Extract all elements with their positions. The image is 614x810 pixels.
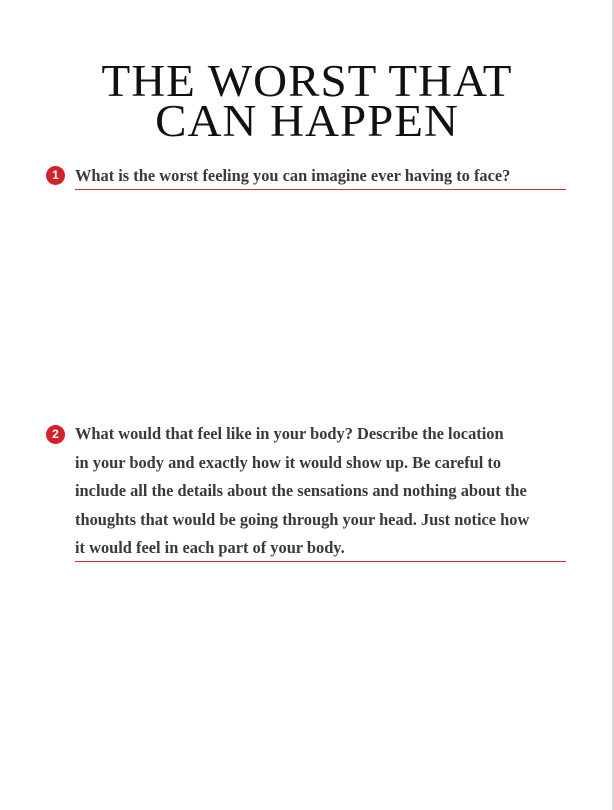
- question-text-line: in your body and exactly how it would show up. Be careful to: [75, 452, 502, 472]
- question-number-badge: 2: [46, 425, 65, 444]
- answer-line: [75, 561, 566, 562]
- answer-line: [75, 189, 566, 190]
- question-text-line: include all the details about the sensations and nothing about the: [75, 481, 527, 500]
- question-text-line: thoughts that would be going through your head. Just notice how: [75, 509, 530, 529]
- title-line-2: CAN HAPPEN: [155, 96, 459, 148]
- question-text-line: What would that feel like in your body? Describe the location: [75, 424, 504, 443]
- question-number-badge: 1: [46, 166, 65, 185]
- title-line-1: THE WORST THAT: [101, 56, 513, 108]
- question-text-line: it would feel in each part of your body.: [75, 538, 345, 557]
- page-title: [0, 56, 614, 148]
- question-text: What is the worst feeling you can imagine ever having to face?: [75, 166, 511, 185]
- question-text: [75, 420, 566, 563]
